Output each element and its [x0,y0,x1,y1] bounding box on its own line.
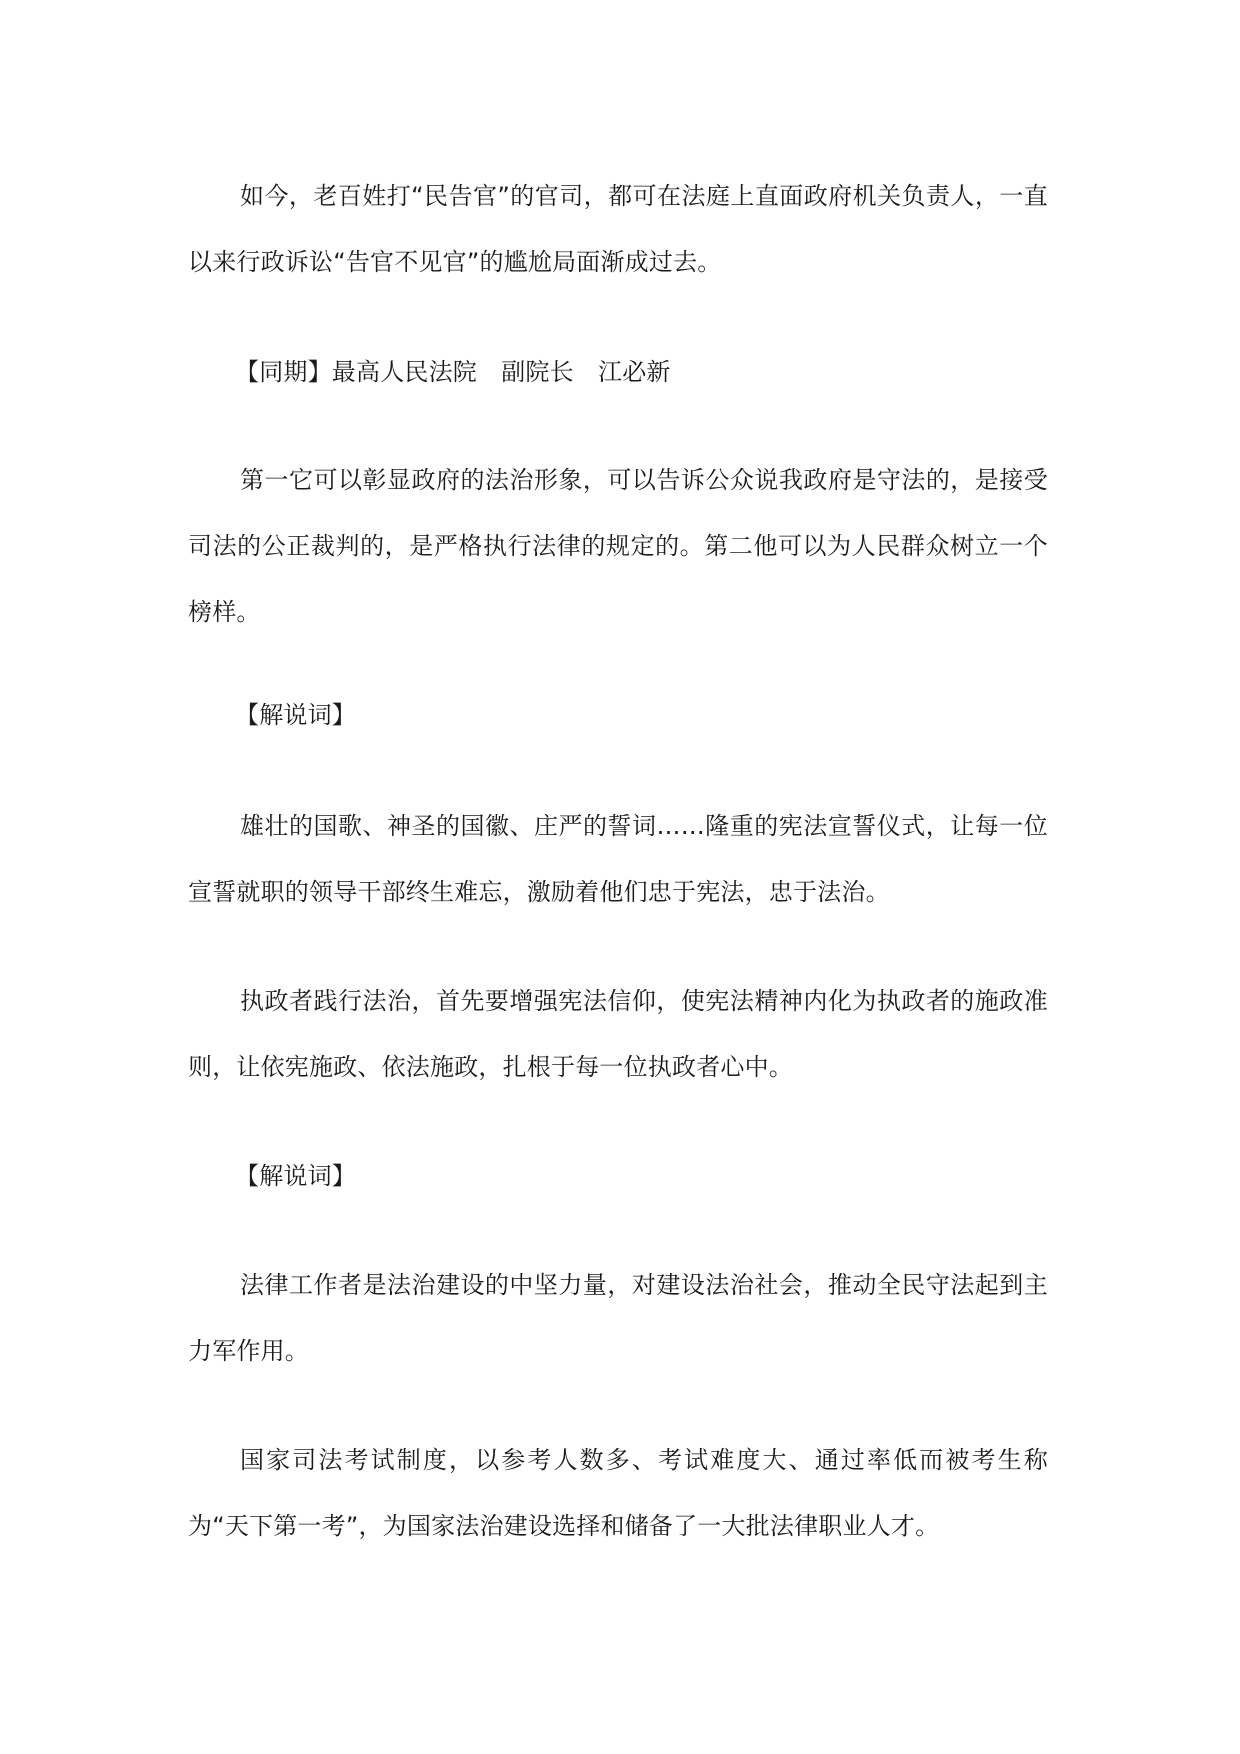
paragraph-6: 国家司法考试制度，以参考人数多、考试难度大、通过率低而被考生称为“天下第一考”，为国家法治建设选择和储备了一大批法律职业人才。 [188,1446,1048,1540]
narration-label-2: 【解说词】 [235,1162,356,1190]
speaker-caption: 【同期】最高人民法院 副院长 江必新 [235,358,671,386]
paragraph-1: 如今，老百姓打“民告官”的官司，都可在法庭上直面政府机关负责人，一直以来行政诉讼“告官不见官”的尴尬局面渐成过去。 [188,182,1048,276]
paragraph-2: 第一它可以彰显政府的法治形象，可以告诉公众说我政府是守法的，是接受司法的公正裁判的，是严格执行法律的规定的。第二他可以为人民群众树立一个榜样。 [188,466,1048,626]
paragraph-3: 雄壮的国歌、神圣的国徽、庄严的誓词……隆重的宪法宣誓仪式，让每一位宣誓就职的领导干部终生难忘，激励着他们忠于宪法，忠于法治。 [188,812,1048,906]
paragraph-4: 执政者践行法治，首先要增强宪法信仰，使宪法精神内化为执政者的施政准则，让依宪施政、依法施政，扎根于每一位执政者心中。 [188,987,1048,1081]
narration-label-1: 【解说词】 [235,701,356,729]
paragraph-5: 法律工作者是法治建设的中坚力量，对建设法治社会，推动全民守法起到主力军作用。 [188,1271,1048,1365]
